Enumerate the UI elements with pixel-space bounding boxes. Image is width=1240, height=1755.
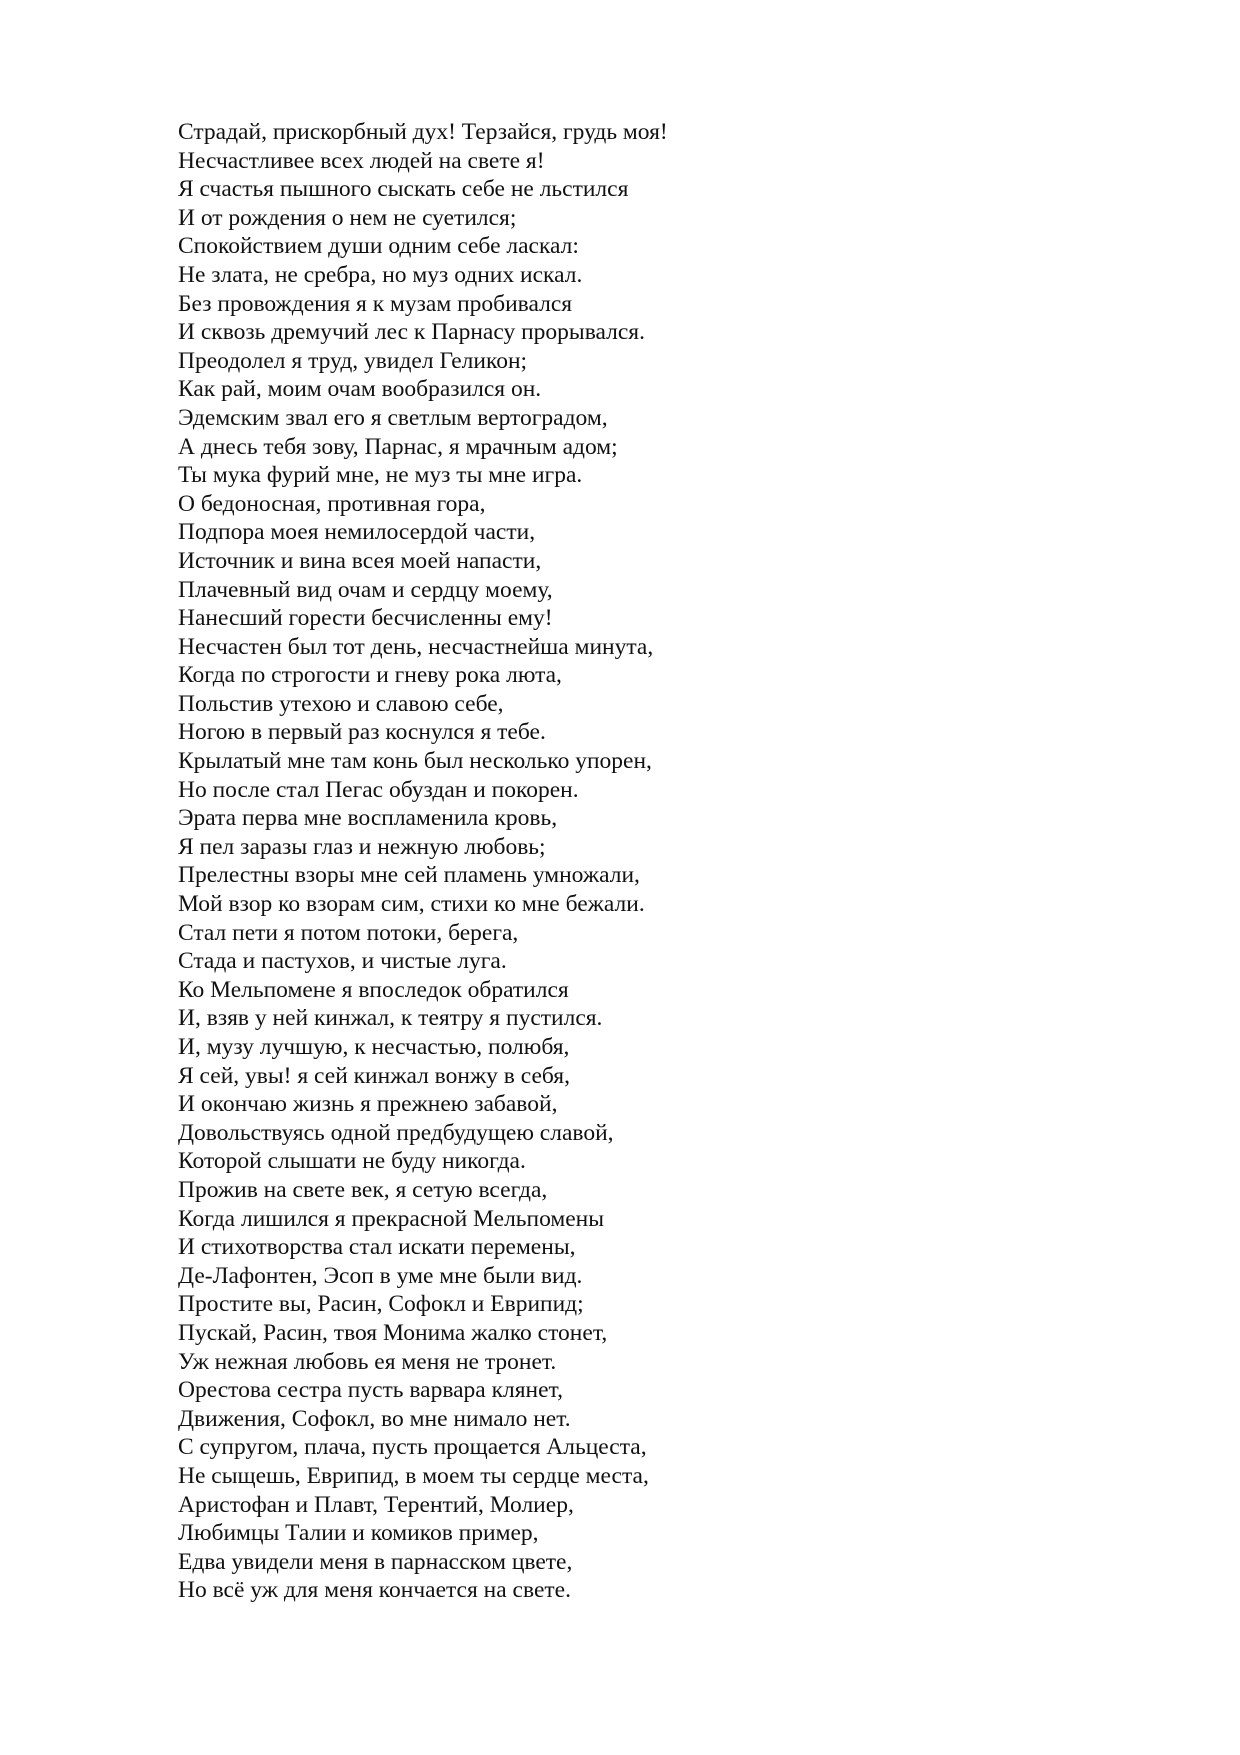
poem-line: Едва увидели меня в парнасском цвете, xyxy=(178,1548,573,1575)
poem-line: Ногою в первый раз коснулся я тебе. xyxy=(178,719,546,746)
poem-line: Я пел заразы глаз и нежную любовь; xyxy=(178,833,546,860)
poem-line: Которой слышати не буду никогда. xyxy=(178,1148,526,1175)
poem-line: Мой взор ко взорам сим, стихи ко мне бежали. xyxy=(178,891,645,918)
poem-line: Стада и пастухов, и чистые луга. xyxy=(178,948,507,975)
poem-line: Эрата перва мне воспламенила кровь, xyxy=(178,805,558,832)
poem-line: Не сыщешь, Еврипид, в моем ты сердце места, xyxy=(178,1462,649,1489)
poem-line: Аристофан и Плавт, Терентий, Молиер, xyxy=(178,1491,574,1518)
poem-line: Орестова сестра пусть варвара клянет, xyxy=(178,1377,563,1404)
poem-line: Ко Мельпомене я впоследок обратился xyxy=(178,976,569,1003)
poem-line: О бедоносная, противная гора, xyxy=(178,490,486,517)
poem-line: Ты мука фурий мне, не муз ты мне игра. xyxy=(178,462,583,489)
poem-line: Без провождения я к музам пробивался xyxy=(178,290,573,317)
poem-line: И, взяв у ней кинжал, к теятру я пустился. xyxy=(178,1005,603,1032)
poem-line: Движения, Софокл, во мне нимало нет. xyxy=(178,1405,571,1432)
poem-line: И сквозь дремучий лес к Парнасу прорывался. xyxy=(178,319,645,346)
poem-line: И стихотворства стал искати перемены, xyxy=(178,1234,576,1261)
poem-line: Крылатый мне там конь был несколько упорен, xyxy=(178,748,652,775)
poem-line: И, музу лучшую, к несчастью, полюбя, xyxy=(178,1034,570,1060)
poem-line: Но после стал Пегас обуздан и покорен. xyxy=(178,776,579,803)
poem-line: Несчастен был тот день, несчастнейша минута, xyxy=(178,633,654,660)
poem-line: Простите вы, Расин, Софокл и Еврипид; xyxy=(178,1291,584,1318)
poem-line: Польстив утехою и славою себе, xyxy=(178,690,504,717)
poem-line: Де-Лафонтен, Эсоп в уме мне были вид. xyxy=(178,1262,583,1289)
poem-line: Источник и вина всея моей напасти, xyxy=(178,547,542,574)
poem-line: И окончаю жизнь я прежнею забавой, xyxy=(178,1091,558,1118)
poem-line: Не злата, не сребра, но муз одних искал. xyxy=(178,261,583,288)
poem-line: Но всё уж для меня кончается на свете. xyxy=(178,1577,571,1604)
poem-line: Я сей, увы! я сей кинжал вонжу в себя, xyxy=(178,1062,570,1089)
poem-line: Уж нежная любовь ея меня не тронет. xyxy=(178,1348,557,1375)
poem-line: И от рождения о нем не суетился; xyxy=(178,204,517,231)
poem-line: Пускай, Расин, твоя Монима жалко стонет, xyxy=(178,1319,608,1346)
poem-line: Плачевный вид очам и сердцу моему, xyxy=(178,576,553,603)
poem-line: Любимцы Талии и комиков пример, xyxy=(178,1520,539,1547)
poem-line: Спокойствием души одним себе ласкал: xyxy=(178,233,579,260)
poem-text xyxy=(178,118,1078,1605)
poem-line: А днесь тебя зову, Парнас, я мрачным адом; xyxy=(178,433,618,460)
poem-line: Как рай, моим очам вообразился он. xyxy=(178,376,542,403)
poem-line: Когда по строгости и гневу рока люта, xyxy=(178,662,562,689)
poem-line: Прожив на свете век, я сетую всегда, xyxy=(178,1176,548,1203)
poem-line: С супругом, плача, пусть прощается Альцеста, xyxy=(178,1434,647,1461)
poem-line: Прелестны взоры мне сей пламень умножали, xyxy=(178,862,640,889)
poem-line: Подпора моея немилосердой части, xyxy=(178,519,536,546)
poem-line: Довольствуясь одной предбудущею славой, xyxy=(178,1119,614,1146)
poem-line: Я счастья пышного сыскать себе не льстился xyxy=(178,176,629,203)
poem-line: Стал пети я потом потоки, берега, xyxy=(178,919,519,946)
poem-line: Страдай, прискорбный дух! Терзайся, грудь моя! xyxy=(178,119,668,145)
poem-line: Когда лишился я прекрасной Мельпомены xyxy=(178,1205,605,1232)
poem-line: Преодолел я труд, увидел Геликон; xyxy=(178,347,528,374)
poem-line: Эдемским звал его я светлым вертоградом, xyxy=(178,404,608,431)
poem-line: Несчастливее всех людей на свете я! xyxy=(178,147,545,174)
poem-line: Нанесший горести бесчисленны ему! xyxy=(178,605,553,632)
